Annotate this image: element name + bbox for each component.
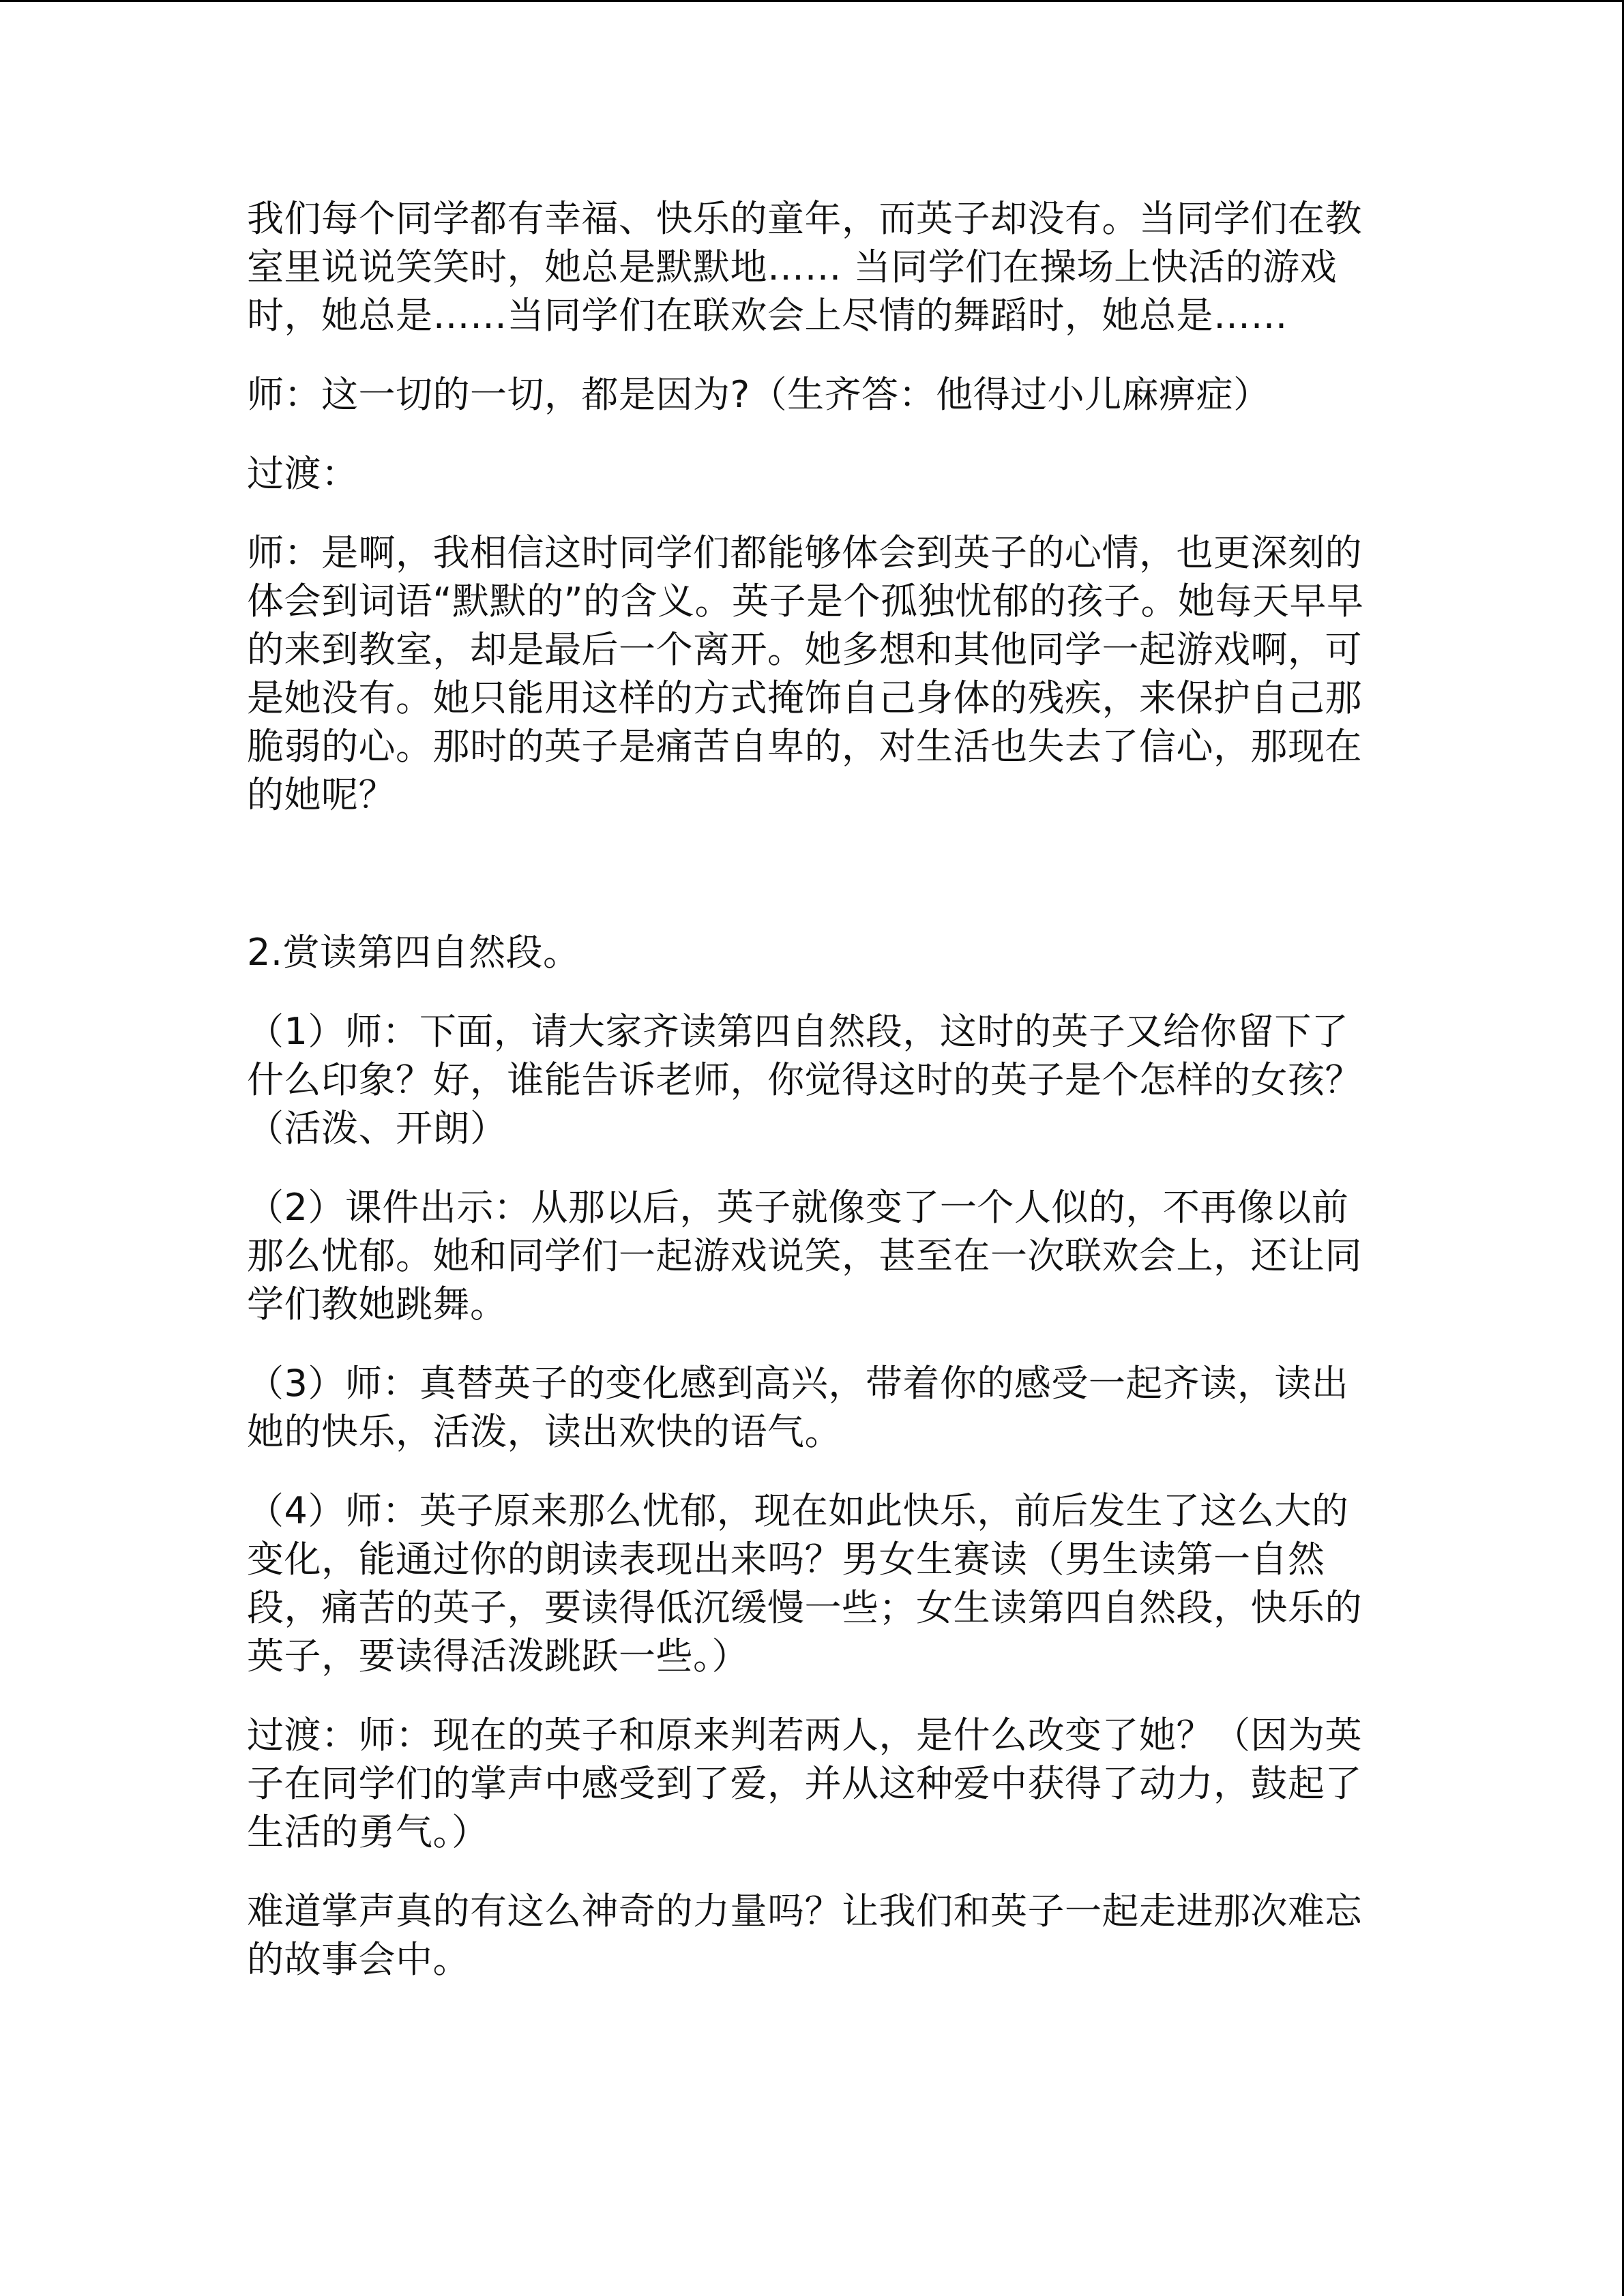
section-heading-paragraph-four: 2.赏读第四自然段。 [247,931,580,974]
paragraph-transition-label: 过渡： [247,452,359,495]
paragraph-step-2: （2）课件出示：从那以后，英子就像变了一个人似的，不再像以前那么忧郁。她和同学们一起游戏说笑，甚至在一次联欢会上，还让同学们教她跳舞。 [247,1186,1362,1326]
paragraph-step-1: （1）师：下面，请大家齐读第四自然段，这时的英子又给你留下了什么印象？好，谁能告诉老师，你觉得这时的英子是个怎样的女孩？（活泼、开朗） [247,1010,1362,1150]
paragraph-step-4: （4）师：英子原来那么忧郁，现在如此快乐，前后发生了这么大的变化，能通过你的朗读表现出来吗？男女生赛读（男生读第一自然段，痛苦的英子，要读得低沉缓慢一些；女生读第四自然段，快乐的英子，要读得活泼跳跃一些。） [247,1489,1362,1678]
paragraph-step-3: （3）师：真替英子的变化感到高兴，带着你的感受一起齐读，读出她的快乐，活泼，读出欢快的语气。 [247,1362,1349,1453]
paragraph-intro: 我们每个同学都有幸福、快乐的童年，而英子却没有。当同学们在教室里说说笑笑时，她总是默默地…… 当同学们在操场上快活的游戏时，她总是……当同学们在联欢会上尽情的舞蹈时，她总是…… [247,197,1362,337]
paragraph-transition: 过渡：师：现在的英子和原来判若两人，是什么改变了她？（因为英子在同学们的掌声中感受到了爱，并从这种爱中获得了动力，鼓起了生活的勇气。） [247,1714,1362,1853]
paragraph-teacher-explanation: 师：是啊，我相信这时同学们都能够体会到英子的心情，也更深刻的体会到词语“默默的”的含义。英子是个孤独忧郁的孩子。她每天早早的来到教室，却是最后一个离开。她多想和其他同学一起游戏啊，可是她没有。她只能用这样的方式掩饰自己身体的残疾，来保护自己那脆弱的心。那时的英子是痛苦自卑的，对生活也失去了信心，那现在的她呢？ [247,531,1364,816]
paragraph-closing: 难道掌声真的有这么神奇的力量吗？让我们和英子一起走进那次难忘的故事会中。 [247,1890,1362,1981]
document-body [247,194,1379,1984]
paragraph-teacher-question: 师：这一切的一切，都是因为?（生齐答：他得过小儿麻痹症） [247,373,1271,416]
